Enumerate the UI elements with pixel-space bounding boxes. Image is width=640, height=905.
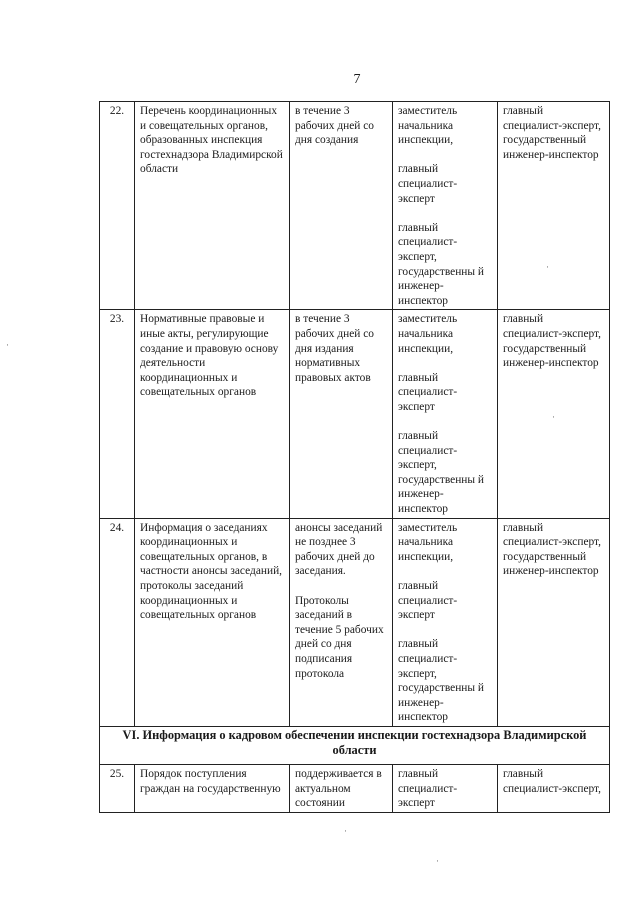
table-row-23	[100, 310, 610, 518]
deadline-cell	[290, 102, 393, 310]
deadline-text: анонсы заседаний не позднее 3 рабочих дней до заседания.	[295, 521, 383, 578]
section-header-row	[100, 726, 610, 764]
row-number: 25.	[100, 764, 135, 812]
deadline-cell	[290, 764, 393, 812]
deadline-text: поддерживается в актуальном состоянии	[295, 767, 382, 810]
row-number: 22.	[100, 102, 135, 310]
info-title: Перечень координационных и совещательных органов, образованных инспекция гостехнадзора Владимирской области	[135, 102, 290, 310]
table-row-25	[100, 764, 610, 812]
table-row-22	[100, 102, 610, 310]
responsible-text: главный специалист-эксперт, государственны й инженер-инспектор	[398, 221, 484, 307]
responsible-text: заместитель начальника инспекции,	[398, 105, 458, 147]
responsible-text: заместитель начальника инспекции,	[398, 521, 458, 563]
scan-speck: ·	[6, 340, 9, 350]
responsible-text: главный специалист-эксперт, государственны й инженер-инспектор	[398, 430, 484, 516]
deadline-cell	[290, 310, 393, 518]
responsible-cell	[393, 102, 498, 310]
table-row-24	[100, 518, 610, 726]
deadline-text: в течение 3 рабочих дней со дня издания нормативных правовых актов	[295, 313, 374, 384]
responsible-cell	[393, 764, 498, 812]
row-number: 23.	[100, 310, 135, 518]
executor-cell: главный специалист-эксперт, государственный инженер-инспектор	[498, 518, 610, 726]
responsible-cell	[393, 310, 498, 518]
scan-speck: ·	[552, 412, 555, 422]
responsible-text: главный специалист-эксперт, государственны й инженер-инспектор	[398, 638, 484, 724]
executor-cell: главный специалист-эксперт, государственный инженер-инспектор	[498, 310, 610, 518]
responsible-text: заместитель начальника инспекции,	[398, 313, 458, 355]
executor-cell: главный специалист-эксперт, государственный инженер-инспектор	[498, 102, 610, 310]
responsible-text: главный специалист-эксперт	[398, 163, 458, 205]
deadline-text: в течение 3 рабочих дней со дня создания	[295, 105, 374, 147]
publication-table	[99, 101, 610, 813]
deadline-cell	[290, 518, 393, 726]
scan-speck: ·	[546, 262, 549, 272]
executor-cell: главный специалист-эксперт,	[498, 764, 610, 812]
info-title: Информация о заседаниях координационных и совещательных органов, в частности анонсы заседаний, протоколы заседаний координационных и совещательных органов	[135, 518, 290, 726]
responsible-text: главный специалист-эксперт	[398, 767, 458, 810]
section-title: VI. Информация о кадровом обеспечении инспекции гостехнадзора Владимирской области	[100, 726, 610, 764]
page-number: 7	[353, 72, 361, 87]
scan-speck: ·	[436, 856, 439, 866]
scan-speck: ·	[344, 826, 347, 836]
responsible-text: главный специалист-эксперт	[398, 580, 458, 622]
row-number: 24.	[100, 518, 135, 726]
info-title: Нормативные правовые и иные акты, регулирующие создание и правовую основу деятельности координационных и совещательных органов	[135, 310, 290, 518]
deadline-text: Протоколы заседаний в течение 5 рабочих дней со дня подписания протокола	[295, 594, 384, 680]
info-title: Порядок поступления граждан на государственную	[135, 764, 290, 812]
responsible-cell	[393, 518, 498, 726]
responsible-text: главный специалист-эксперт	[398, 371, 458, 413]
